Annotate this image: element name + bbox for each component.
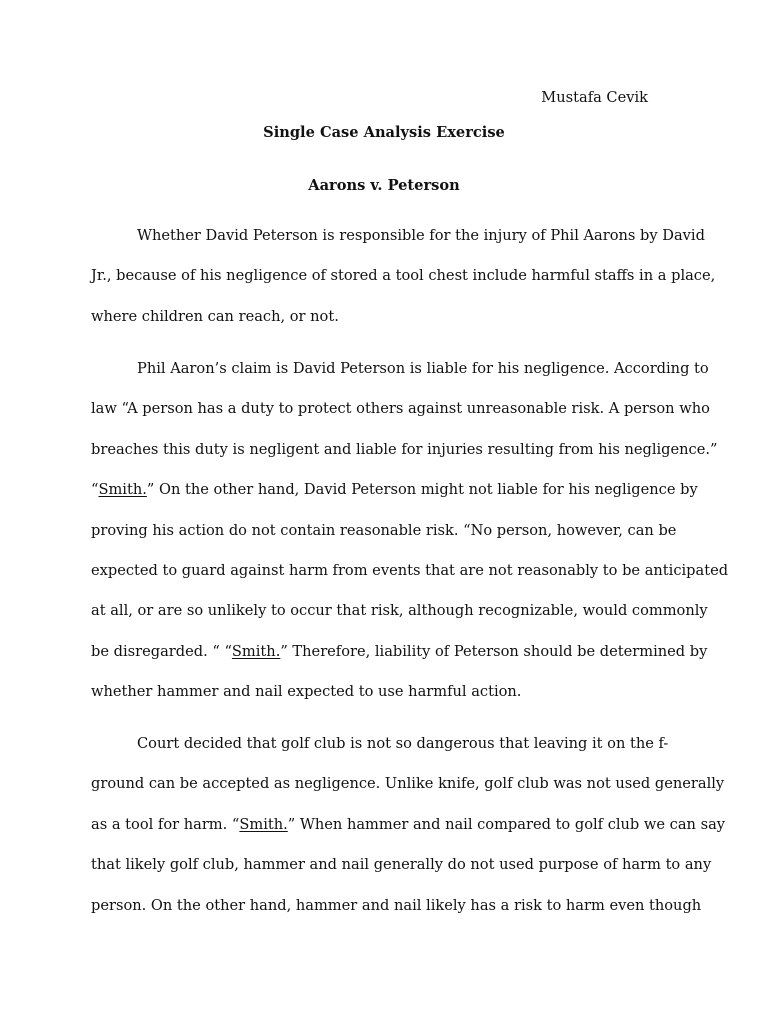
paragraph-line: breaches this duty is negligent and liable for injuries resulting from his negligence.” xyxy=(91,440,718,458)
paragraph-line: where children can reach, or not. xyxy=(91,307,339,325)
paragraph-line xyxy=(91,805,726,845)
paragraph-line: ground can be accepted as negligence. Unlike knife, golf club was not used generally xyxy=(91,775,725,793)
paragraph-line: expected to guard against harm from events that are not reasonably to be anticipated xyxy=(91,561,729,579)
line-text-after-citation: ” Therefore, liability of Peterson should be determined by xyxy=(280,642,708,660)
document-title: Single Case Analysis Exercise xyxy=(263,124,505,141)
paragraph-line: person. On the other hand, hammer and nail likely has a risk to harm even though xyxy=(91,896,702,914)
paragraph-line: Court decided that golf club is not so dangerous that leaving it on the f- xyxy=(137,735,669,752)
line-text-before-citation: be disregarded. “ “ xyxy=(91,642,232,660)
analysis-paragraph xyxy=(91,724,726,926)
paragraph-line xyxy=(91,470,698,510)
paragraph-line: that likely golf club, hammer and nail generally do not used purpose of harm to any xyxy=(91,856,712,874)
author-name: Mustafa Cevik xyxy=(541,89,648,106)
line-text-before-citation: as a tool for harm. “ xyxy=(91,815,240,833)
paragraph-line: Phil Aaron’s claim is David Peterson is liable for his negligence. According to xyxy=(137,360,709,377)
paragraph-line: at all, or are so unlikely to occur that risk, although recognizable, would commonly xyxy=(91,602,708,620)
line-text-after-citation: ” When hammer and nail compared to golf club we can say xyxy=(287,815,726,833)
issue-paragraph xyxy=(91,216,716,337)
case-name-heading: Aarons v. Peterson xyxy=(308,177,460,194)
paragraph-line: proving his action do not contain reasonable risk. “No person, however, can be xyxy=(91,521,677,539)
case-citation-link: Smith. xyxy=(231,642,281,660)
paragraph-line xyxy=(91,632,708,672)
line-text-before-citation: “ xyxy=(91,481,99,499)
case-citation-link: Smith. xyxy=(239,815,288,833)
paragraph-line: whether hammer and nail expected to use harmful action. xyxy=(91,683,522,701)
paragraph-line: law “A person has a duty to protect others against unreasonable risk. A person who xyxy=(91,400,710,418)
case-citation-link: Smith. xyxy=(98,481,147,499)
paragraph-line: Jr., because of his negligence of stored a tool chest include harmful staffs in a place, xyxy=(91,267,716,285)
paragraph-line: Whether David Peterson is responsible for the injury of Phil Aarons by David xyxy=(137,227,705,244)
line-text-after-citation: ” On the other hand, David Peterson might not liable for his negligence by xyxy=(146,481,698,499)
claim-paragraph xyxy=(91,349,729,713)
